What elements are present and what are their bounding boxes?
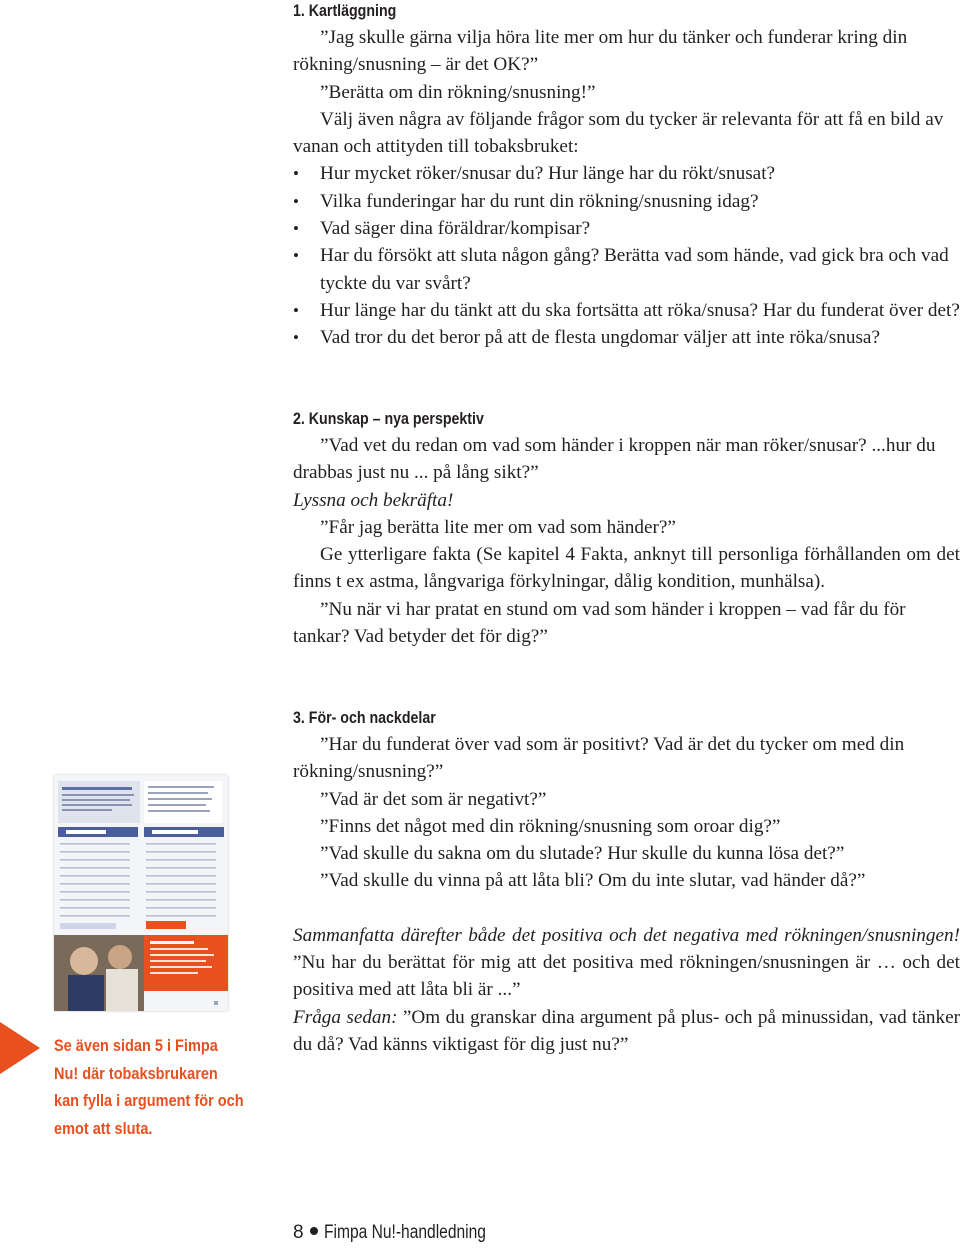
page-number: 8 [293, 1222, 304, 1243]
question: ”Vad skulle du sakna om du slutade? Hur skulle du kunna lösa det?” [320, 843, 845, 865]
sidebar-note: Se även sidan 5 i Fimpa Nu! där tobaksbrukaren kan fylla i argument för och emot att sluta. [54, 1037, 244, 1138]
section-kartlaggning [293, 0, 960, 352]
summary-paragraph: Sammanfatta därefter både det positiva och det negativa med rökningen/snusningen! ”Nu har du berättat för mig att det positiva med rökningen/snusningen är … och det positiva med att låta bli är ...” [293, 924, 960, 1001]
question: ”Vad skulle du vinna på att låta bli? Om du inte slutar, vad händer då?” [320, 870, 866, 892]
footer-title: Fimpa Nu!-handledning [323, 1222, 486, 1243]
intro-text: Välj även några av följande frågor som du tycker är relevanta för att få en bild av vanan och attityden till tobaksbruket: [293, 108, 944, 158]
question: ”Vad är det som är negativt?” [320, 788, 547, 810]
page-footer [293, 1222, 521, 1244]
worksheet-illustration [54, 775, 228, 1011]
question: ”Vad vet du redan om vad som händer i kroppen när man röker/snusar? ...hur du drabbas just nu ... på lång sikt?” [293, 435, 936, 484]
bullet-dot-icon [310, 1227, 318, 1235]
section-heading: 1. Kartläggning [293, 2, 397, 20]
list-item: • Vad tror du det beror på att de flesta ungdomar väljer att inte röka/snusa? [293, 324, 960, 351]
list-item: • Hur mycket röker/snusar du? Hur länge har du rökt/snusat? [293, 160, 960, 187]
question: ”Jag skulle gärna vilja höra lite mer om hur du tänker och funderar kring din rökning/snusning – är det OK?” [293, 27, 908, 76]
instruction: Lyssna och bekräfta! [293, 489, 454, 511]
question: ”Berätta om din rökning/snusning!” [320, 81, 596, 103]
question: ”Får jag berätta lite mer om vad som händer?” [320, 516, 676, 538]
list-item: • Vad säger dina föräldrar/kompisar? [293, 215, 960, 242]
question-list [293, 160, 960, 351]
worksheet-thumbnail [54, 775, 228, 1011]
list-item: • Vilka funderingar har du runt din rökning/snusning idag? [293, 188, 960, 215]
question: ”Finns det något med din rökning/snusning som oroar dig?” [320, 815, 781, 837]
section-kunskap [293, 409, 960, 650]
list-item: • Hur länge har du tänkt att du ska fortsätta att röka/snusa? Har du funderat över det? [293, 297, 960, 324]
section-heading: 2. Kunskap – nya perspektiv [293, 410, 484, 428]
paragraph: Ge ytterligare fakta (Se kapitel 4 Fakta, anknyt till personliga förhållanden om det finns t ex astma, långvariga förkylningar, dålig kondition, munhälsa). [293, 544, 960, 593]
ask-paragraph: Fråga sedan: ”Om du granskar dina argument på plus- och på minussidan, vad tänker du då? Vad känns viktigast för dig just nu?” [293, 1006, 960, 1055]
arrow-icon [0, 1022, 40, 1074]
question: ”Har du funderat över vad som är positivt? Vad är det du tycker om med din rökning/snusning?” [293, 734, 905, 783]
section-for-och-nackdelar [293, 708, 960, 1058]
list-item: • Har du försökt att sluta någon gång? Berätta vad som hände, vad gick bra och vad tyckte du var svårt? [293, 242, 960, 297]
question: ”Nu när vi har pratat en stund om vad som händer i kroppen – vad får du för tankar? Vad betyder det för dig?” [293, 598, 906, 648]
section-heading: 3. För- och nackdelar [293, 709, 436, 727]
